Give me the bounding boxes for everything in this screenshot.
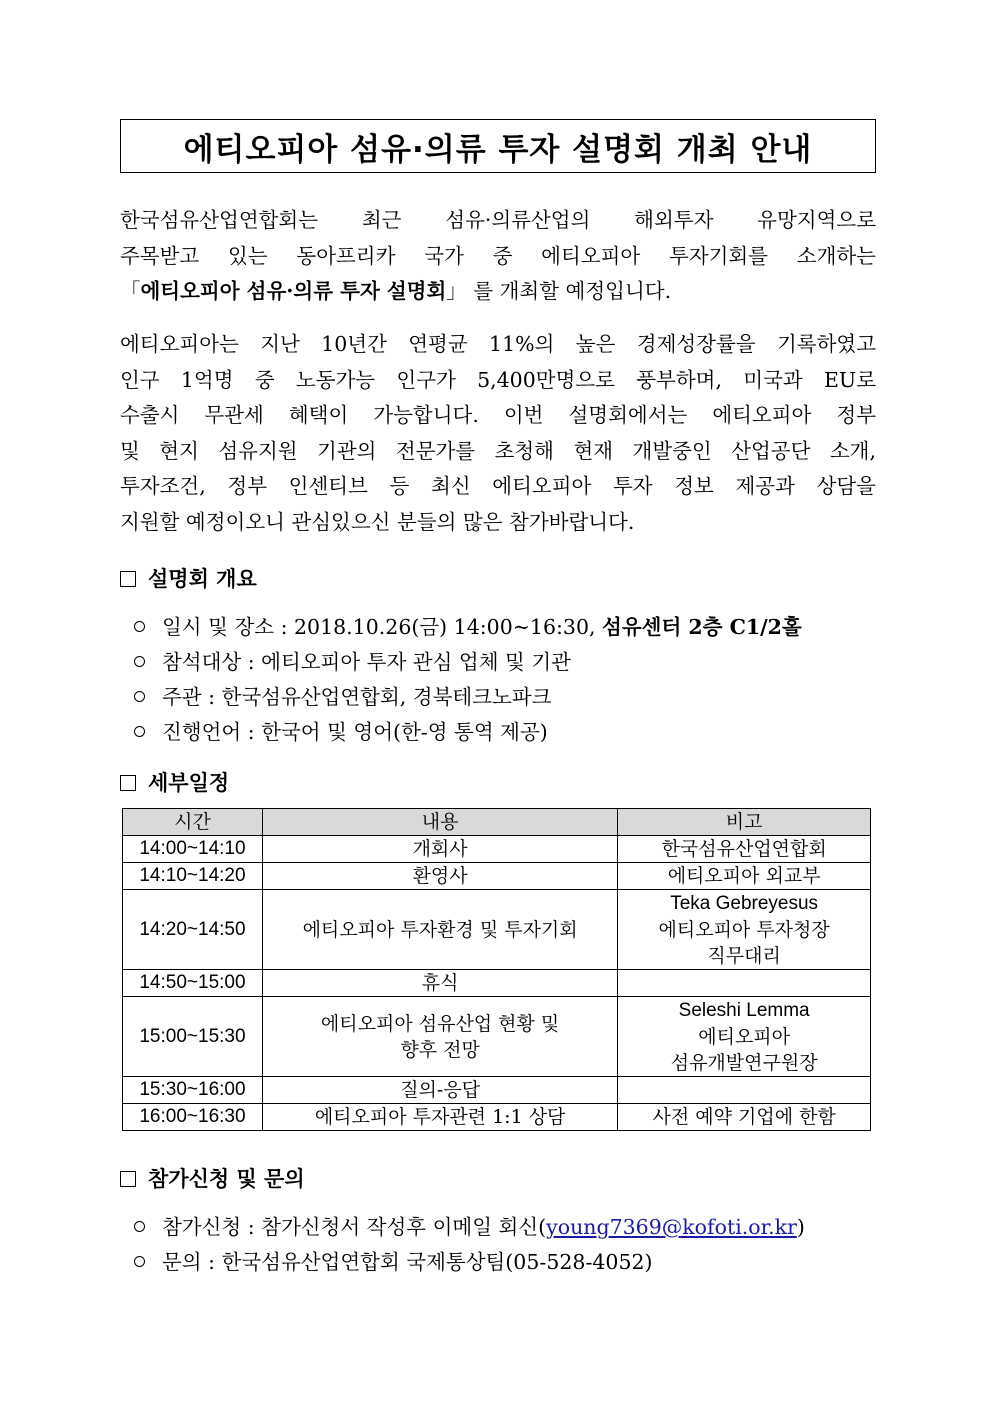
body-line: 인구 1억명 중 노동가능 인구가 5,400만명으로 풍부하며, 미국과 EU로 (120, 367, 876, 392)
note-cell: 사전 예약 기업에 한함 (618, 1104, 871, 1131)
note-cell: 한국섬유산업연합회 (618, 836, 871, 863)
column-header-note: 비고 (618, 809, 871, 836)
table-row (123, 836, 871, 863)
list-item (134, 1210, 805, 1245)
body-line: 수출시 무관세 혜택이 가능합니다. 이번 설명회에서는 에티오피아 정부 (120, 403, 876, 427)
column-header-content: 내용 (262, 809, 617, 836)
schedule-table (122, 808, 871, 1131)
item-text: 참석대상 : 에티오피아 투자 관심 업체 및 기관 (162, 650, 571, 674)
circle-bullet-icon (134, 1221, 145, 1232)
section-title: 참가신청 및 문의 (148, 1166, 305, 1191)
table-row (123, 1104, 871, 1131)
note-cell (618, 970, 871, 997)
time-cell: 15:30~16:00 (123, 1077, 263, 1104)
document-title-box (120, 119, 876, 173)
body-line: 지원할 예정이오니 관심있으신 분들의 많은 참가바랍니다. (120, 509, 635, 534)
body-paragraph (120, 327, 876, 540)
note-line: 직무대리 (707, 944, 781, 967)
body-line: 에티오피아는 지난 10년간 연평균 11%의 높은 경제성장률을 기록하였고 (120, 332, 876, 356)
bracket-open: 「 (120, 279, 141, 303)
list-item (134, 680, 802, 715)
item-text: 문의 : 한국섬유산업연합회 국제통상팀(05-528-4052) (162, 1250, 653, 1274)
circle-bullet-icon (134, 621, 145, 632)
item-text: 참가신청 : 참가신청서 작성후 이메일 회신( (162, 1215, 547, 1239)
table-row (123, 890, 871, 970)
note-line: Teka Gebreyesus (670, 892, 819, 914)
body-line: 및 현지 섬유지원 기관의 전문가를 초청해 현재 개발중인 산업공단 소개, (120, 438, 876, 463)
intro-line: 주목받고 있는 동아프리카 국가 중 에티오피아 투자기회를 소개하는 (120, 243, 876, 268)
item-text: 진행언어 : 한국어 및 영어(한-영 통역 제공) (162, 720, 548, 744)
circle-bullet-icon (134, 726, 145, 737)
table-row (123, 863, 871, 890)
intro-line: 한국섬유산업연합회는 최근 섬유·의류산업의 해외투자 유망지역으로 (120, 208, 876, 232)
section-overview-heading (120, 563, 257, 593)
table-row (123, 970, 871, 997)
note-line: 섬유개발연구원장 (670, 1051, 818, 1074)
time-cell: 15:00~15:30 (123, 997, 263, 1077)
note-cell (618, 1077, 871, 1104)
list-item (134, 645, 802, 680)
body-line: 투자조건, 정부 인센티브 등 최신 에티오피아 투자 정보 제공과 상담을 (120, 474, 876, 498)
contact-list (134, 1210, 805, 1280)
section-schedule-heading (120, 767, 229, 797)
note-cell (618, 997, 871, 1077)
time-cell: 16:00~16:30 (123, 1104, 263, 1131)
section-title: 설명회 개요 (148, 566, 257, 591)
note-line: 에티오피아 투자청장 (658, 918, 830, 941)
note-line: 에티오피아 (698, 1025, 791, 1048)
column-header-time: 시간 (123, 809, 263, 836)
document-title: 에티오피아 섬유·의류 투자 설명회 개최 안내 (183, 131, 813, 168)
circle-bullet-icon (134, 656, 145, 667)
email-link[interactable]: young7369@kofoti.or.kr (546, 1215, 797, 1239)
checkbox-square-icon (120, 1171, 136, 1187)
time-cell: 14:20~14:50 (123, 890, 263, 970)
checkbox-square-icon (120, 775, 136, 791)
note-cell: 에티오피아 외교부 (618, 863, 871, 890)
time-cell: 14:00~14:10 (123, 836, 263, 863)
circle-bullet-icon (134, 1256, 145, 1267)
intro-line (120, 274, 876, 310)
table-row (123, 1077, 871, 1104)
list-item (134, 715, 802, 750)
intro-paragraph (120, 203, 876, 310)
content-cell: 개회사 (262, 836, 617, 863)
time-cell: 14:50~15:00 (123, 970, 263, 997)
checkbox-square-icon (120, 571, 136, 587)
content-cell: 에티오피아 투자관련 1:1 상담 (262, 1104, 617, 1131)
content-cell: 에티오피아 투자환경 및 투자기회 (262, 890, 617, 970)
content-cell: 환영사 (262, 863, 617, 890)
section-title: 세부일정 (148, 770, 230, 795)
item-text: ) (796, 1215, 805, 1239)
section-contact-heading (120, 1163, 305, 1193)
event-name: 에티오피아 섬유·의류 투자 설명회 (140, 279, 447, 303)
list-item (134, 1245, 805, 1280)
time-cell: 14:10~14:20 (123, 863, 263, 890)
note-cell (618, 890, 871, 970)
item-text: 일시 및 장소 : 2018.10.26(금) 14:00~16:30, (162, 615, 603, 639)
intro-line-rest: 」 를 개최할 예정입니다. (446, 279, 672, 303)
list-item (134, 610, 802, 645)
overview-list (134, 610, 802, 750)
content-line: 에티오피아 섬유산업 현황 및 (320, 1012, 560, 1035)
table-row (123, 997, 871, 1077)
content-cell: 질의-응답 (262, 1077, 617, 1104)
circle-bullet-icon (134, 691, 145, 702)
note-line: Seleshi Lemma (678, 999, 810, 1021)
content-cell (262, 997, 617, 1077)
item-text: 주관 : 한국섬유산업연합회, 경북테크노파크 (162, 685, 552, 709)
content-cell: 휴식 (262, 970, 617, 997)
content-line: 향후 전망 (400, 1038, 480, 1061)
table-header-row (123, 809, 871, 836)
venue-text: 섬유센터 2층 C1/2홀 (602, 615, 802, 639)
